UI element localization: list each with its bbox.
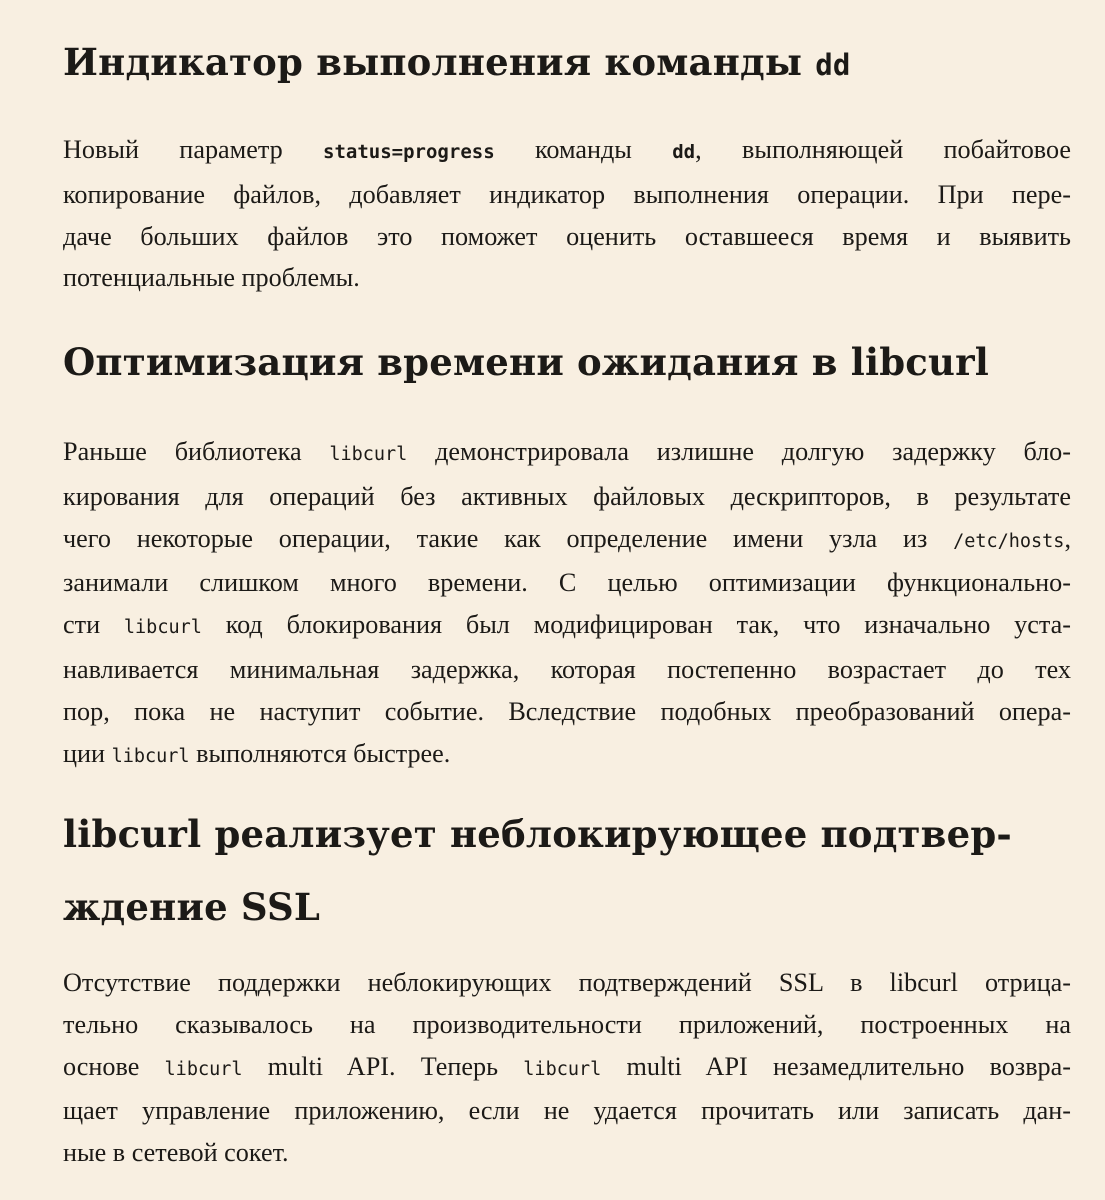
- inline-code: libcurl: [123, 617, 202, 639]
- inline-code: libcurl: [111, 745, 190, 767]
- text-line: ции libcurl выполняются быстрее.: [63, 738, 451, 768]
- inline-code: libcurl: [164, 1058, 243, 1080]
- paragraph-dd-progress: [63, 129, 1071, 299]
- paragraph-libcurl-ssl: [63, 962, 1071, 1174]
- text-line: щает управление приложению, если не удается прочитать или записать дан-: [63, 1096, 1071, 1126]
- inline-code: libcurl: [523, 1058, 602, 1080]
- text-line: занимали слишком много времени. С целью оптимизации функционально-: [63, 568, 1071, 598]
- text-line: Новый параметр status=progress команды dd, выполняющей побайтовое: [63, 135, 1072, 164]
- text-line: сти libcurl код блокирования был модифицирован так, что изначально уста-: [63, 610, 1071, 640]
- heading-dd-code: dd: [815, 48, 851, 82]
- heading-ssl-line: libcurl реализует неблокирующее подтвер-: [63, 812, 1012, 856]
- text-line: даче больших файлов это поможет оценить оставшееся время и выявить: [63, 221, 1071, 251]
- text-line: кирования для операций без активных файловых дескрипторов, в результате: [63, 481, 1071, 511]
- heading-dd-progress: [63, 31, 851, 97]
- text-line: потенциальные проблемы.: [63, 263, 360, 293]
- text-line: тельно сказывалось на производительности приложений, построенных на: [63, 1009, 1071, 1039]
- inline-code: status=progress: [323, 141, 495, 163]
- text-line: Отсутствие поддержки неблокирующих подтверждений SSL в libcurl отрица-: [63, 968, 1071, 997]
- heading-ssl-line: ждение SSL: [63, 885, 321, 929]
- inline-code: dd: [672, 141, 696, 163]
- text-line: чего некоторые операции, такие как определение имени узла из /etc/hosts,: [63, 523, 1071, 553]
- paragraph-libcurl-timeout: [63, 431, 1071, 777]
- text-line: основе libcurl multi API. Теперь libcurl multi API незамедлительно возвра-: [63, 1051, 1071, 1081]
- heading-libcurl-timeout: Оптимизация времени ожидания в libcurl: [63, 340, 990, 384]
- text-line: навливается минимальная задержка, которая постепенно возрастает до тех: [63, 654, 1071, 684]
- heading-libcurl-ssl: [63, 798, 1063, 944]
- text-line: ные в сетевой сокет.: [63, 1138, 289, 1168]
- text-line: копирование файлов, добавляет индикатор выполнения операции. При пере-: [63, 179, 1071, 209]
- inline-code: libcurl: [329, 444, 408, 465]
- text-line: Раньше библиотека libcurl демонстрировала излишне долгую задержку бло-: [63, 437, 1071, 466]
- heading-dd-text: Индикатор выполнения команды: [63, 40, 816, 84]
- inline-code: /etc/hosts: [953, 530, 1065, 552]
- text-line: пор, пока не наступит событие. Вследствие подобных преобразований опера-: [63, 696, 1071, 726]
